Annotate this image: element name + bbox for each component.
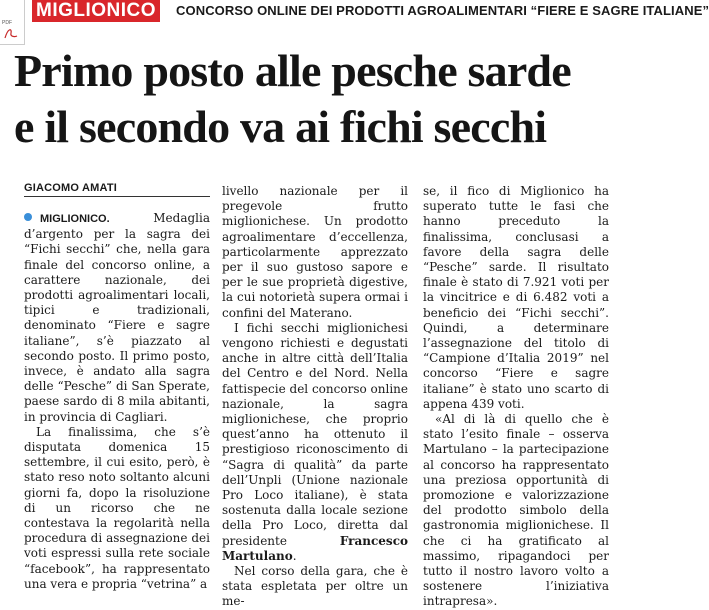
section-label: MIGLIONICO <box>32 0 160 22</box>
paragraph-4 <box>222 321 408 564</box>
paragraph-5: Nel corso della gara, che è stata espletata per oltre un me- <box>222 564 408 609</box>
pdf-thumbnail[interactable] <box>0 0 25 45</box>
section-header <box>24 0 709 26</box>
paragraph-2: La finalissima, che s’è disputata domenica 15 settembre, il cui esito, però, è stato reso noto soltanto alcuni giorni fa, dopo la risoluzione di un ricorso che ne contestava la regolarità nella procedura di assegnazione dei voti espressi sulla rete sociale “facebook”, ha rappresentato una vera e propria “vetrina” a <box>24 424 210 591</box>
headline-line-1: Primo posto alle pesche sarde <box>14 45 571 96</box>
paragraph-4-end: . <box>292 548 297 563</box>
paragraph-3: livello nazionale per il pregevole frutto miglionichese. Un prodotto agroalimentare d’eccellenza, particolarmente apprezzato per il suo gustoso sapore e per le sue proprietà digestive, la cui notorietà supera ormai i confini del Materano. <box>222 184 408 320</box>
paragraph-4-text: I fichi secchi miglionichesi vengono richiesti e degustati anche in altre città dell’Italia del Centro e del Nord. Nella fattispecie del concorso online nazionale, la sagra miglionichese, che proprio quest’anno ha ottenuto il prestigioso riconoscimento di “Sagra di qualità” da parte dell’Unpli (Unione nazionale Pro Loco italiane), è stata sostenuta dalla locale sezione della Pro Loco, diretta dal presidente <box>222 320 408 548</box>
person-name: Francesco Martulano <box>222 533 408 563</box>
pdf-icon <box>3 26 19 40</box>
pdf-label: PDF <box>2 20 12 26</box>
headline <box>14 43 571 155</box>
bullet-icon <box>24 213 32 221</box>
dateline-place: MIGLIONICO. <box>40 213 110 225</box>
paragraph-1: Medaglia d’argento per la sagra dei “Fichi secchi” che, nella gara finale del concorso online, a carattere nazionale, dei prodotti agroalimentari locali, tipici e tradizionali, denominato “Fiere e sagre italiane”, s’è piazzato al secondo posto. Il primo posto, invece, è andato alla sagra delle “Pesche” di San Sperate, paese sardo di 8 mila abitanti, in provincia di Cagliari. <box>24 211 210 424</box>
byline-divider <box>24 196 210 197</box>
paragraph-6: se, il fico di Miglionico ha superato tutte le fasi che hanno preceduto la finalissima, conclusasi a favore della sagra delle “Pesche” sarde. Il risultato finale è stato di 7.921 voti per la vincitrice e di 6.482 voti a beneficio dei “Fichi secchi”. Quindi, a determinare l’assegnazione del titolo di “Campione d’Italia 2019” nel concorso “Fiere e sagre italiane” è stato uno scarto di appena 439 voti. <box>423 184 609 411</box>
paragraph-7: «Al di là di quello che è stato l’esito finale – osserva Martulano – la partecipazione al concorso ha rappresentato una preziosa opportunità di promozione e valorizzazione del prodotto simbolo della gastronomia miglionichese. Il che ci ha gratificato al massimo, ripagandoci per tutto il nostro lavoro volto a sostenere l’iniziativa intrapresa». <box>423 412 609 609</box>
headline-line-2: e il secondo va ai fichi secchi <box>14 101 547 152</box>
article-column-3 <box>423 184 609 610</box>
byline: GIACOMO AMATI <box>24 182 118 194</box>
article-column-2 <box>222 184 408 610</box>
article-column-1 <box>24 211 210 592</box>
topic-line: CONCORSO ONLINE DEI PRODOTTI AGROALIMENTARI “FIERE E SAGRE ITALIANE” <box>176 3 709 18</box>
